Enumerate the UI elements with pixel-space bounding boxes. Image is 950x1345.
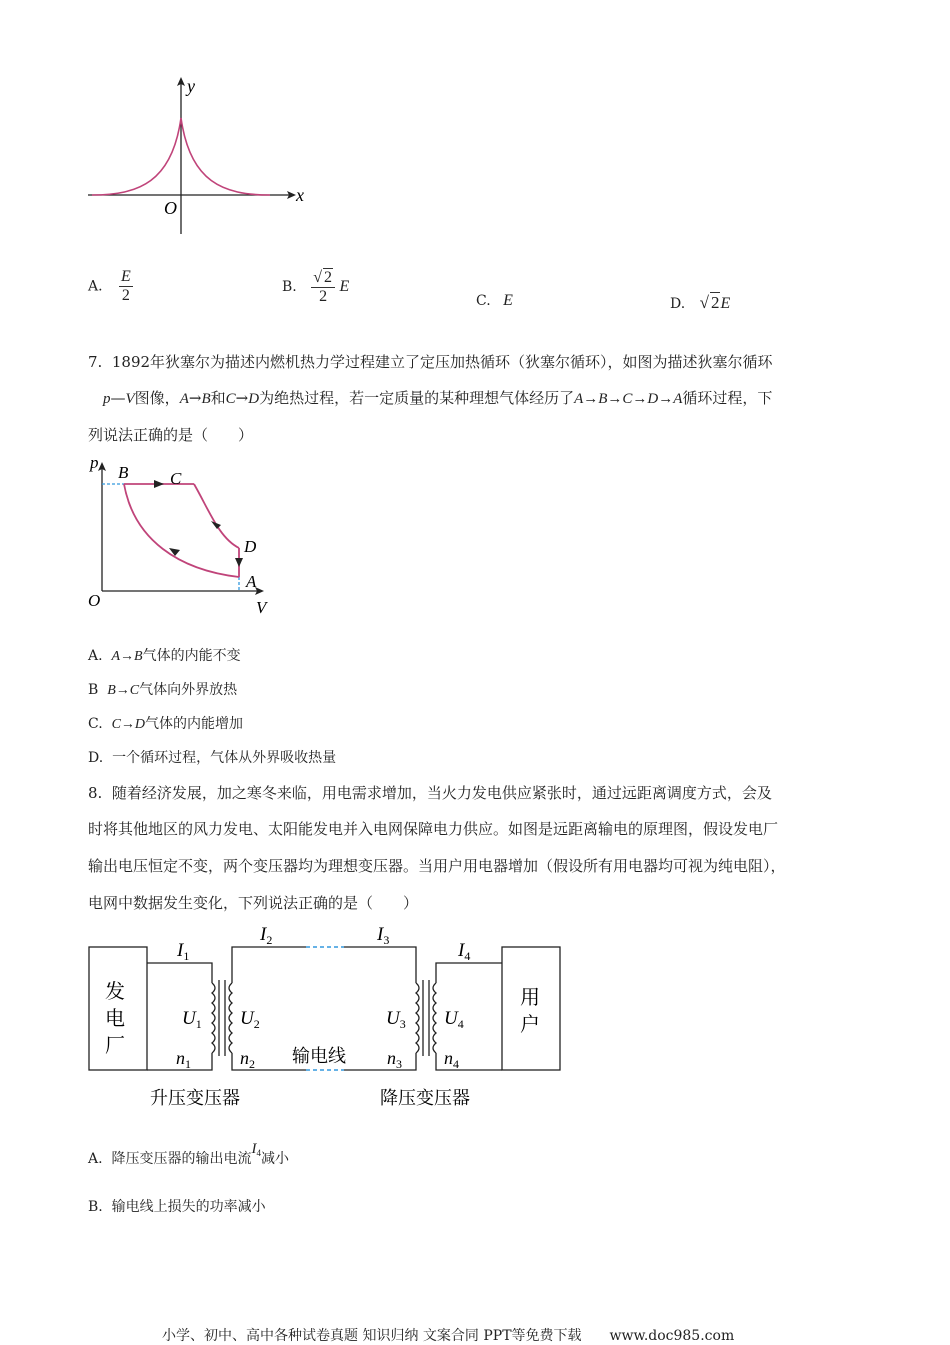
arrow-cd-icon — [211, 521, 221, 529]
sqrt-icon: √ — [699, 293, 709, 312]
q7-pv-diagram — [84, 450, 274, 620]
label-p: p — [90, 453, 99, 472]
label-a: A — [246, 572, 257, 591]
current-i2: $I_2$ — [260, 924, 273, 947]
step-up-label: 升压变压器 — [150, 1088, 240, 1108]
fraction: $\frac{E}{2}$ — [121, 268, 131, 304]
q6-option-d[interactable]: D. √ 2E — [670, 293, 731, 312]
transmission-top-left — [232, 947, 306, 983]
turns-n4: $n_4$ — [444, 1048, 459, 1071]
transmission-top-right — [344, 947, 416, 983]
process-cd — [194, 484, 239, 548]
q7-option-c[interactable]: C. C→D气体的内能增加 — [88, 716, 244, 732]
plant-char-2: 电 — [105, 1008, 125, 1030]
q6-option-a[interactable] — [88, 268, 133, 305]
q6-option-b[interactable]: B. $\frac{√ 2}{2}$ E — [282, 269, 350, 305]
q8-option-a[interactable]: A. 降压变压器的输出电流$I^4$减小 — [88, 1141, 289, 1167]
q7-option-a[interactable]: A. A→B气体的内能不变 — [88, 648, 241, 664]
fraction: $\frac{√ 2}{2}$ — [311, 268, 335, 306]
label-o: O — [88, 591, 101, 610]
voltage-u4: $U_4$ — [444, 1008, 464, 1031]
step-down-label: 降压变压器 — [380, 1088, 470, 1108]
label-c: C — [170, 469, 182, 488]
turns-n2: $n_2$ — [240, 1048, 255, 1071]
q7-option-d[interactable]: D. 一个循环过程，气体从外界吸收热量 — [88, 750, 337, 766]
current-i3: $I_3$ — [377, 924, 390, 947]
user-char-2: 户 — [520, 1014, 540, 1036]
q7-stem-line3: 列说法正确的是（ ） — [88, 426, 254, 444]
sqrt-icon: √ — [313, 269, 322, 286]
q6-option-c[interactable]: C. E — [476, 292, 513, 309]
q8-stem-line1: 8. 随着经济发展，加之寒冬来临，用电需求增加，当火力发电供应紧张时，通过远距离调度方式，会及 — [88, 784, 772, 802]
coil-n2 — [229, 983, 232, 1053]
q8-transmission-diagram — [84, 918, 574, 1113]
current-i4: $I_4$ — [458, 940, 471, 963]
q7-option-b[interactable]: B B→C气体向外界放热 — [88, 682, 238, 698]
plant-char-1: 发 — [105, 981, 125, 1003]
voltage-u2: $U_2$ — [240, 1008, 260, 1031]
question-number: 7. — [88, 353, 103, 371]
x-axis-label: x — [296, 185, 304, 205]
question-number: 8. — [88, 784, 103, 802]
transmission-line-label: 输电线 — [292, 1046, 346, 1066]
q7-stem-line1: 7. 1892年狄塞尔为描述内燃机热力学过程建立了定压加热循环（狄塞尔循环），如图为描述狄塞尔循环 — [88, 353, 773, 371]
plant-char-3: 厂 — [105, 1035, 125, 1057]
coil-n3 — [416, 983, 419, 1053]
turns-n1: $n_1$ — [176, 1048, 191, 1071]
q8-stem-line3: 输出电压恒定不变，两个变压器均为理想变压器。当用户用电器增加（假设所有用电器均可视为纯电阻）， — [88, 857, 786, 875]
process-ab — [124, 484, 239, 577]
option-label: C. — [476, 293, 491, 309]
label-b: B — [118, 463, 129, 482]
arrow-bc-icon — [154, 480, 164, 488]
label-d: D — [244, 537, 257, 556]
voltage-u3: $U_3$ — [386, 1008, 406, 1031]
q8-stem-line2: 时将其他地区的风力发电、太阳能发电并入电网保障电力供应。如图是远距离输电的原理图，假设发电厂 — [88, 820, 779, 838]
y-axis-label: y — [187, 76, 195, 96]
option-label: A. — [88, 278, 103, 295]
q7-stem-line2: p—V图像，A→B和C→D为绝热过程，若一定质量的某种理想气体经历了A→B→C→D→A循环过程，下 — [103, 389, 773, 407]
q6-graph — [84, 72, 314, 237]
q8-stem-line4: 电网中数据发生变化，下列说法正确的是（ ） — [88, 894, 419, 912]
voltage-u1: $U_1$ — [182, 1008, 202, 1031]
q8-option-b[interactable]: B. 输电线上损失的功率减小 — [88, 1199, 266, 1215]
coil-n1 — [212, 983, 215, 1053]
coil-n4 — [433, 983, 436, 1053]
origin-label: O — [164, 198, 177, 218]
label-v: V — [256, 598, 267, 617]
option-label: D. — [670, 296, 686, 312]
turns-n3: $n_3$ — [387, 1048, 402, 1071]
page-footer: 小学、初中、高中各种试卷真题 知识归纳 文案合同 PPT等免费下载 www.doc985.com — [162, 1328, 735, 1344]
current-i1: $I_1$ — [177, 940, 190, 963]
option-label: B. — [282, 279, 297, 295]
user-char-1: 用 — [520, 987, 540, 1009]
arrow-da-icon — [235, 558, 243, 567]
transmission-bottom-right — [344, 1053, 416, 1070]
